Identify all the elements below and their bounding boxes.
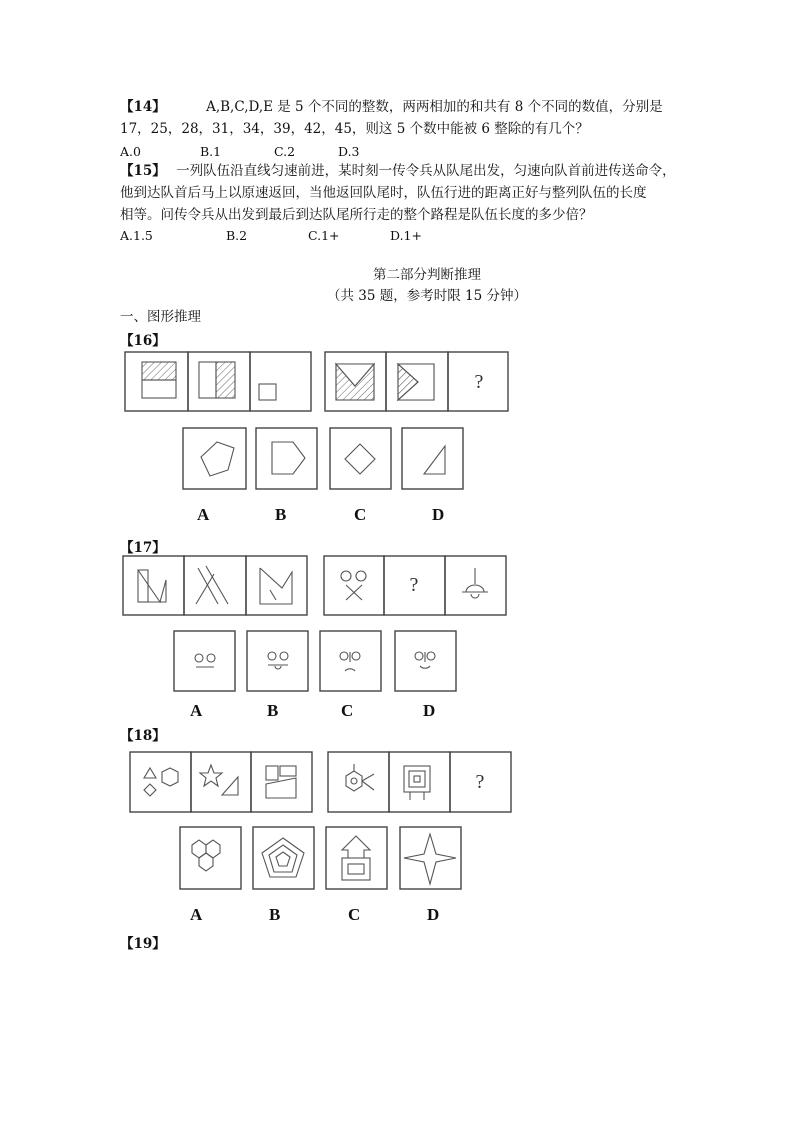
q18-stem-1 [130, 752, 191, 812]
q16-question-mark: ? [474, 371, 484, 393]
q15-option-c: C.1+ [308, 228, 340, 243]
q15-line1 [120, 160, 676, 182]
q18-stem-6 [450, 752, 511, 812]
q18-number: 【18】 [120, 728, 166, 744]
q15-option-d: D.1+ [390, 228, 422, 243]
q18-letter-a: A [190, 905, 203, 924]
q16-number: 【16】 [120, 333, 166, 349]
q18-letter-b: B [269, 905, 281, 924]
q16-letter-b: B [275, 505, 287, 524]
q17-letter-a: A [190, 701, 203, 720]
q19-number: 【19】 [120, 936, 166, 952]
q17-question-mark: ? [409, 574, 419, 596]
q16-stem-5 [386, 352, 448, 411]
q18-letter-c: C [348, 905, 361, 924]
q15-text-1: 一列队伍沿直线匀速前进，某时刻一传令兵从队尾出发，匀速向队首前进传送命令， [176, 163, 676, 179]
q16-stem-3 [250, 352, 311, 411]
q14-line1 [120, 96, 663, 118]
q14-option-a: A.0 [120, 144, 141, 159]
q14-option-d: D.3 [338, 144, 360, 159]
q14-number: 【14】 [120, 99, 166, 115]
q15-text-3: 相等。问传令兵从出发到最后到达队尾所行走的整个路程是队伍长度的多少倍？ [120, 207, 593, 223]
q17-option-a-figure[interactable] [174, 631, 235, 691]
q17-stem-3 [246, 556, 307, 615]
q15-text-2: 他到达队首后马上以原速返回，当他返回队尾时，队伍行进的距离正好与整列队伍的长度 [120, 185, 647, 201]
q16-option-b-figure[interactable] [256, 428, 317, 489]
q16-letter-d: D [432, 505, 445, 524]
section-subtitle: （共 35 题，参考时限 15 分钟） [326, 288, 528, 304]
q18-option-a-figure[interactable] [180, 827, 241, 889]
q17-stem-6 [445, 556, 506, 615]
q16-option-a-figure[interactable] [183, 428, 246, 489]
q17-letter-d: D [423, 701, 436, 720]
q18-option-d-figure[interactable] [400, 827, 461, 889]
q18-letter-d: D [427, 905, 440, 924]
q16-stem-4 [325, 352, 386, 411]
q18-figure [0, 740, 794, 920]
q14-text-1: A,B,C,D,E 是 5 个不同的整数，两两相加的和共有 8 个不同的数值，分别是 [206, 99, 663, 115]
q16-option-c-figure[interactable] [330, 428, 391, 489]
q16-letter-a: A [197, 505, 210, 524]
q17-number: 【17】 [120, 540, 166, 556]
q17-stem-1 [123, 556, 184, 615]
q16-stem-1 [125, 352, 188, 411]
q16-figure [0, 340, 794, 540]
q18-stem-2 [191, 752, 251, 812]
q16-stem-2 [188, 352, 250, 411]
q17-option-b-figure[interactable] [247, 631, 308, 691]
section-title: 第二部分判断推理 [373, 267, 481, 283]
q18-option-c-figure[interactable] [326, 827, 387, 889]
q16-option-d-figure[interactable] [402, 428, 463, 489]
q18-stem-5 [389, 752, 450, 812]
q17-stem-4 [324, 556, 384, 615]
q17-option-c-figure[interactable] [320, 631, 381, 691]
q18-option-b-figure[interactable] [253, 827, 314, 889]
q17-figure [0, 550, 794, 730]
q15-option-a: A.1.5 [120, 228, 153, 243]
q17-letter-c: C [341, 701, 354, 720]
q18-stem-3 [251, 752, 312, 812]
q16-letter-c: C [354, 505, 367, 524]
part-heading: 一、图形推理 [120, 309, 201, 325]
q17-option-d-figure[interactable] [395, 631, 456, 691]
q17-stem-5 [384, 556, 445, 615]
q17-stem-2 [184, 556, 246, 615]
q15-number: 【15】 [120, 163, 166, 179]
q14-option-b: B.1 [200, 144, 222, 159]
q16-stem-6 [448, 352, 508, 411]
q18-stem-4 [328, 752, 389, 812]
q15-option-b: B.2 [226, 228, 248, 243]
q14-text-2: 17，25，28，31，34，39，42，45，则这 5 个数中能被 6 整除的有几个？ [120, 121, 589, 137]
q14-option-c: C.2 [274, 144, 296, 159]
q17-letter-b: B [267, 701, 279, 720]
q18-question-mark: ? [475, 771, 485, 793]
